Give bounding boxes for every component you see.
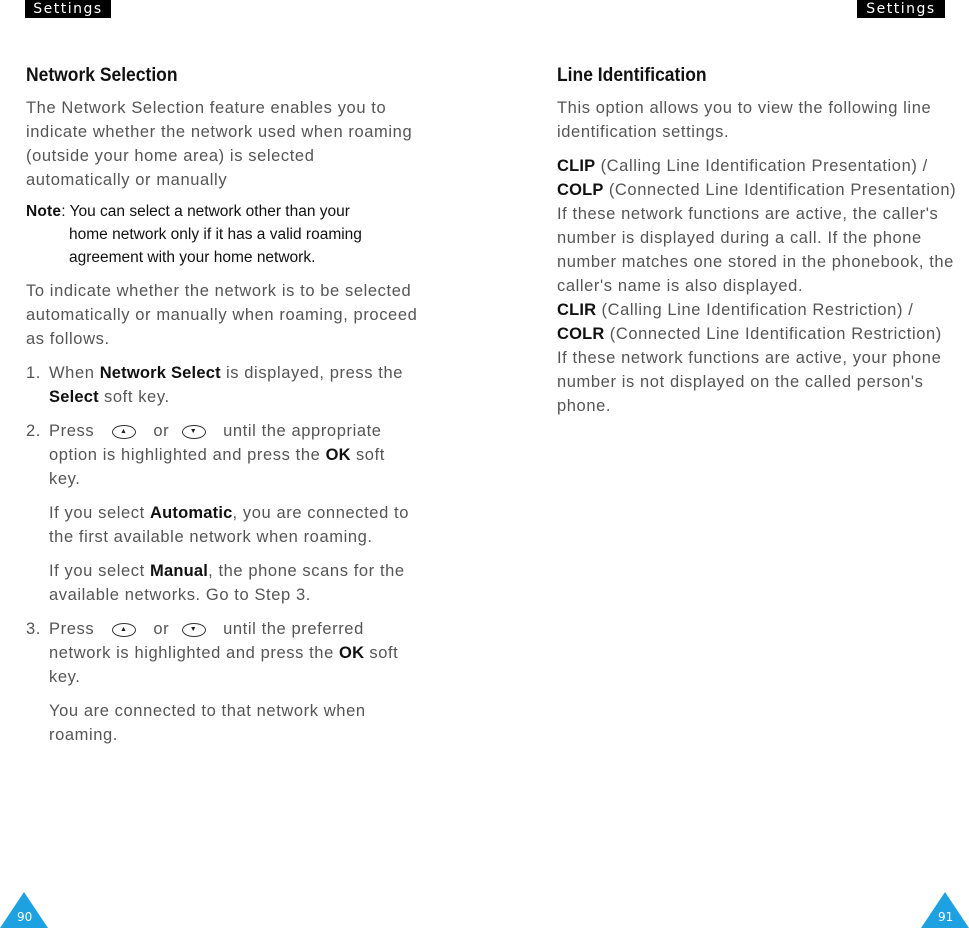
page-number-right: 91 (938, 910, 954, 924)
clir-description: If these network functions are active, your phone number is not displayed on the called person's phone. (557, 349, 942, 415)
line-identification-title: Line Identification (557, 65, 707, 86)
page-number-left: 90 (17, 910, 33, 924)
network-selection-intro: The Network Selection feature enables you to indicate whether the network used when roaming (outside your home area) is selected automatically or manually (26, 99, 413, 189)
colr-heading: COLR (Connected Line Identification Restriction) (557, 325, 942, 343)
manual-note: If you select Manual, the phone scans for the available networks. Go to Step 3. (49, 562, 405, 604)
colp-heading: COLP (Connected Line Identification Presentation) (557, 181, 957, 199)
instructions: To indicate whether the network is to be selected automatically or manually when roaming, proceed as follows. (26, 282, 418, 348)
clir-heading: CLIR (Calling Line Identification Restriction) / (557, 301, 914, 319)
left-column (26, 64, 421, 747)
step-1: 1. When Network Select is displayed, press the Select soft key. (26, 364, 404, 406)
automatic-note: If you select Automatic, you are connected to the first available network when roaming. (49, 504, 409, 546)
note-label: Note (26, 203, 62, 220)
step-3: 3. Press ▲ or ▼ until the preferred network is highlighted and press the OK soft key. (26, 620, 399, 686)
right-column (557, 64, 957, 418)
note: Note: You can select a network other than your home network only if it has a valid roaming agreement with your home network. (26, 203, 362, 266)
clip-heading: CLIP (Calling Line Identification Presentation) / (557, 157, 928, 175)
section-tab-left: Settings (25, 0, 111, 18)
up-key-icon: ▲ (112, 623, 136, 637)
line-identification-intro: This option allows you to view the following line identification settings. (557, 99, 932, 141)
up-key-icon: ▲ (112, 425, 136, 439)
network-selection-title: Network Selection (26, 65, 178, 86)
down-key-icon: ▼ (182, 623, 206, 637)
step-2: 2. Press ▲ or ▼ until the appropriate option is highlighted and press the OK soft key. (26, 422, 385, 488)
down-key-icon: ▼ (182, 425, 206, 439)
section-tab-right: Settings (857, 0, 945, 18)
connected-note: You are connected to that network when roaming. (49, 702, 366, 744)
clip-description: If these network functions are active, the caller's number is displayed during a call. If the phone number matches one stored in the phonebook, the caller's name is also displayed. (557, 205, 954, 295)
